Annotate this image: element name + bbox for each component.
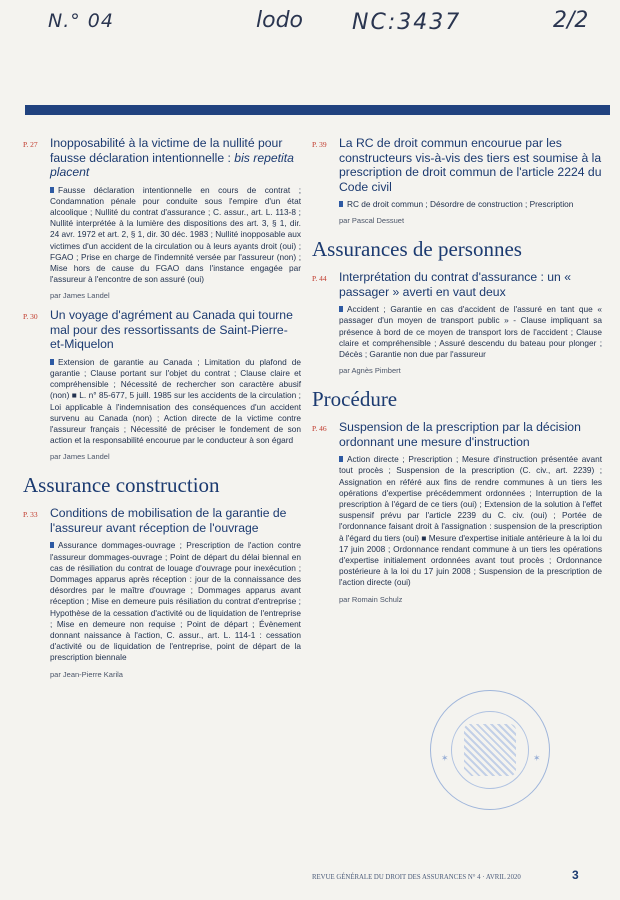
section-heading-personnes: Assurances de personnes <box>312 237 522 262</box>
entry-rc-droit-commun <box>312 136 602 225</box>
page-reference: P. 27 <box>23 140 38 149</box>
handwritten-nc-reference: NC:3437 <box>352 10 462 35</box>
bullet-square-icon <box>50 542 54 548</box>
entry-title: Suspension de la prescription par la décision ordonnant une mesure d'instruction <box>339 420 581 449</box>
entry-title: La RC de droit commun encourue par les constructeurs vis-à-vis des tiers est soumise à la prescription de droit commun de l'article 2224 du Code civil <box>339 136 602 194</box>
handwritten-number: N.° 04 <box>48 10 114 32</box>
entry-interpretation-contrat <box>312 270 602 375</box>
entry-inopposabilite <box>23 136 301 300</box>
star-icon: ✶ <box>441 753 449 763</box>
entry-title: Interprétation du contrat d'assurance : un « passager » averti en vaut deux <box>339 270 572 299</box>
entry-author: par James Landel <box>50 452 110 462</box>
entry-mobilisation-garantie <box>23 506 301 678</box>
entry-title: Un voyage d'agrément au Canada qui tourne mal pour des ressortissants de Saint-Pierre-et-Miquelon <box>50 308 293 352</box>
page-reference: P. 39 <box>312 140 327 149</box>
entry-keywords: Extension de garantie au Canada ; Limitation du plafond de garantie ; Clause portant sur l'objet du contrat ; Clause claire et compréhensible ; Nécessité de rechercher son caractère abusif (non) ■ L. n° 85-677, 5 juill. 1985 sur les accidents de la circulation ; Loi applicable à l'indemnisation des conséquences d'un accident survenu au Canada (non) ; Action directe de la victime contre l'assureur français ; Nécessité de préciser le fondement de son action et la responsabilité encourue par le conducteur à son égard <box>50 356 301 446</box>
page-reference: P. 46 <box>312 424 327 434</box>
entry-keywords: Assurance dommages-ouvrage ; Prescription de l'action contre l'assureur dommages-ouvrage ; Point de départ du délai biennal en cas de résiliation du contrat de louage d'ouvrage pour inexécution ; Dommages apparus après réception : jour de la connaissance des désordres par le maître d'ouvrage ; Dommages apparus avant réception ; Mise en demeure puis résiliation du contrat d'entreprise ; Hypothèse de la cessation d'activité ou de liquidation de l'entreprise ; Mise en demeure non requise ; Point de départ ; Évènement donnant naissance à l'action, C. assur., art. L. 114-1 : cessation d'activité ou de liquidation de l'entreprise, point de départ de la prescription biennale <box>50 540 301 663</box>
entry-author: par Agnès Pimbert <box>339 366 401 376</box>
entry-author: par James Landel <box>50 291 110 301</box>
entry-author: par Jean-Pierre Karila <box>50 669 123 679</box>
entry-voyage-canada <box>23 308 301 461</box>
section-heading-construction: Assurance construction <box>23 473 220 498</box>
entry-suspension-prescription <box>312 420 602 603</box>
section-heading-procedure: Procédure <box>312 387 398 412</box>
entry-keywords: RC de droit commun ; Désordre de construction ; Prescription <box>339 199 602 210</box>
bullet-square-icon <box>50 187 54 193</box>
stamp-seal-icon <box>464 724 516 776</box>
bullet-square-icon <box>339 201 343 207</box>
star-icon: ✶ <box>533 753 541 763</box>
right-column <box>312 136 602 612</box>
header-band <box>25 105 610 115</box>
handwritten-signature: lodo <box>256 8 303 33</box>
entry-keywords: Accident ; Garantie en cas d'accident de l'assuré en tant que « passager d'un moyen de transport public » - Clause impliquant sa présence à bord de ce moyen de transport lors de l'accident ; Clause claire et compréhensible ; Assuré descendu du bateau pour plonger ; Décès ; Garantie non due par l'assureur <box>339 304 602 360</box>
page-number: 3 <box>572 868 579 882</box>
left-column <box>23 136 301 687</box>
entry-keywords: Fausse déclaration intentionnelle en cours de contrat ; Condamnation pénale pour conduite sous l'empire d'un état alcoolique ; Nullité du contrat d'assurance ; C. assur., art. L. 113-8 ; Nullité interprétée à la lumière des dispositions des art. 3, § 1, dir. 24 avr. 1972 et art. 2, § 1, dir. 30 déc. 1983 ; Nullité inopposable aux victimes d'un accident de la circulation ou à leurs ayants droit (oui) ; FGAO ; Prise en charge de l'indemnité versée par l'assureur (non) ; Mise hors de cause du FGAO dans l'instance engagée par l'assureur à l'encontre de son assuré (oui) <box>50 184 301 285</box>
entry-title: Inopposabilité à la victime de la nullité pour fausse déclaration intentionnelle : bis repetita placent <box>50 136 294 179</box>
entry-keywords: Action directe ; Prescription ; Mesure d'instruction présentée avant tout procès ; Suspension de la prescription (C. civ., art. 2239) ; Assignation en référé aux fins de rendre communes à un tiers les opérations d'expertise précédemment ordonnées ; Interruption de la prescription à l'égard de ce tiers (oui) ; Extension de la solution à l'effet suspensif prévu par l'article 2239 du C. civ. (oui) ; Portée de l'ordonnance faisant droit à l'assignation : suspension de la prescription à l'égard du tiers (oui) ■ Mesure d'expertise initiale antérieure à la loi du 17 juin 2008 ; Ordonnance rendant commune à un tiers les opérations d'expertise initialement ordonnées avant tout procès ; Ordonnance postérieure à la loi du 17 juin 2008 ; Suspension de la prescription de l'action directe (oui) <box>339 454 602 588</box>
footer-journal: REVUE GÉNÉRALE DU DROIT DES ASSURANCES N° 4 · AVRIL 2020 <box>312 874 521 881</box>
handwritten-page-count: 2/2 <box>553 8 589 33</box>
library-stamp <box>430 690 550 810</box>
entry-author: par Pascal Dessuet <box>339 216 405 226</box>
page-reference: P. 30 <box>23 312 38 322</box>
entry-author: par Romain Schulz <box>339 594 403 604</box>
bullet-square-icon <box>339 306 343 312</box>
page-reference: P. 33 <box>23 510 38 520</box>
page-reference: P. 44 <box>312 274 327 284</box>
bullet-square-icon <box>339 456 343 462</box>
entry-title: Conditions de mobilisation de la garantie de l'assureur avant réception de l'ouvrage <box>50 506 287 535</box>
bullet-square-icon <box>50 359 54 365</box>
